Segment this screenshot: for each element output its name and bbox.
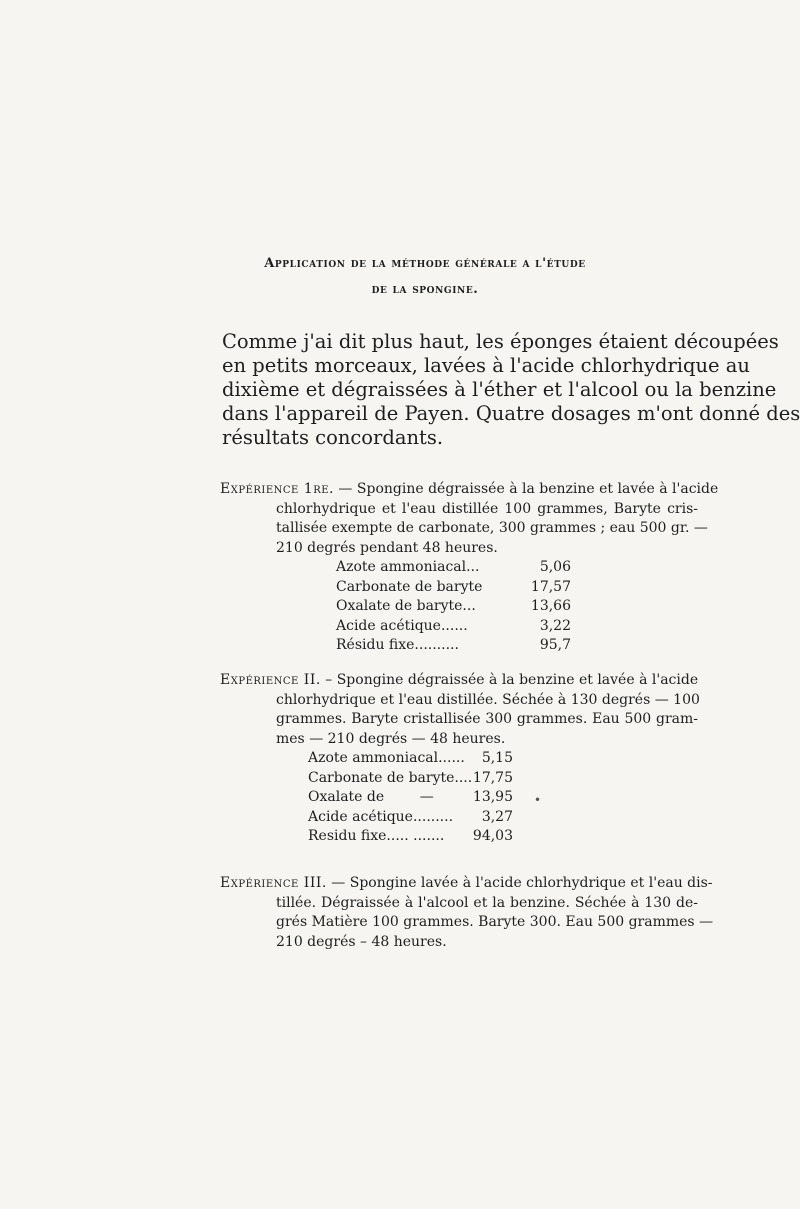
experience-line: Expérience III. — Spongine lavée à l'acide chlorhydrique et l'eau dis-	[220, 875, 713, 891]
experience-line: 210 degrés pendant 48 heures.	[276, 539, 498, 556]
result-value: 17,57	[530, 578, 571, 595]
intro-line: résultats concordants.	[222, 426, 444, 449]
experience-line: Expérience 1re. — Spongine dégraissée à la benzine et lavée à l'acide	[220, 481, 719, 497]
experience-line: grés Matière 100 grammes. Baryte 300. Eau 500 grammes —	[276, 914, 714, 930]
result-label: Résidu fixe..........	[336, 637, 459, 653]
experience-line: tallisée exempte de carbonate, 300 grammes ; eau 500 gr. —	[276, 520, 708, 536]
experience-line: Expérience II. – Spongine dégraissée à la benzine et lavée à l'acide	[220, 672, 699, 688]
result-row	[308, 788, 513, 808]
experience-lead: Expérience III.	[220, 875, 327, 891]
result-value: 17,75	[472, 769, 513, 786]
result-row	[336, 558, 571, 578]
result-value: 5,15	[481, 750, 513, 766]
result-label: Acide acétique......	[336, 617, 468, 634]
result-value: 5,06	[539, 559, 571, 575]
experience-line: tillée. Dégraissée à l'alcool et la benzine. Séchée à 130 de-	[276, 894, 698, 911]
result-row	[308, 808, 513, 828]
result-row	[336, 578, 571, 598]
experience-1-results	[336, 558, 571, 656]
result-row	[336, 597, 571, 617]
result-value: 3,22	[539, 617, 571, 634]
result-label: Azote ammoniacal...	[336, 559, 480, 575]
experience-line: chlorhydrique et l'eau distillée. Séchée à 130 degrés — 100	[276, 691, 700, 708]
result-row	[336, 636, 571, 656]
result-row	[308, 769, 513, 789]
result-row	[308, 749, 513, 769]
experience-1-paragraph	[220, 480, 719, 558]
intro-line: dixième et dégraissées à l'éther et l'alcool ou la benzine	[222, 378, 777, 401]
result-label: Azote ammoniacal......	[308, 750, 465, 766]
experience-line: chlorhydrique et l'eau distillée 100 grammes, Baryte cris-	[276, 500, 698, 517]
section-heading: Application de la méthode générale a l'étude	[264, 256, 586, 271]
experience-2-paragraph	[220, 671, 698, 749]
experience-lead: Expérience II.	[220, 672, 321, 688]
result-label: Carbonate de baryte....	[308, 769, 473, 786]
result-label: Acide acétique.........	[308, 808, 454, 825]
result-value: 94,03	[472, 828, 513, 844]
stray-mark: •	[534, 793, 542, 807]
experience-lead: Expérience 1re.	[220, 481, 334, 497]
result-label: Oxalate de baryte...	[336, 598, 476, 614]
result-row	[308, 827, 513, 847]
experience-line: mes — 210 degrés — 48 heures.	[276, 730, 506, 747]
experience-2-results	[308, 749, 513, 847]
intro-line: dans l'appareil de Payen. Quatre dosages m'ont donné des	[222, 402, 800, 425]
result-label: Oxalate de —	[308, 789, 434, 805]
intro-line: Comme j'ai dit plus haut, les éponges étaient découpées	[222, 330, 779, 353]
result-label: Residu fixe..... .......	[308, 828, 445, 844]
experience-3-paragraph	[220, 874, 714, 952]
result-value: 3,27	[481, 808, 513, 825]
result-value: 13,66	[530, 598, 571, 614]
result-label: Carbonate de baryte	[336, 578, 483, 595]
experience-line: grammes. Baryte cristallisée 300 grammes. Eau 500 gram-	[276, 711, 698, 727]
experience-line: 210 degrés – 48 heures.	[276, 933, 447, 950]
section-subheading: de la spongine.	[371, 282, 479, 297]
result-row	[336, 617, 571, 637]
intro-line: en petits morceaux, lavées à l'acide chlorhydrique au	[222, 354, 750, 377]
result-value: 95,7	[539, 637, 571, 653]
intro-paragraph	[222, 330, 800, 450]
result-value: 13,95	[472, 789, 513, 805]
